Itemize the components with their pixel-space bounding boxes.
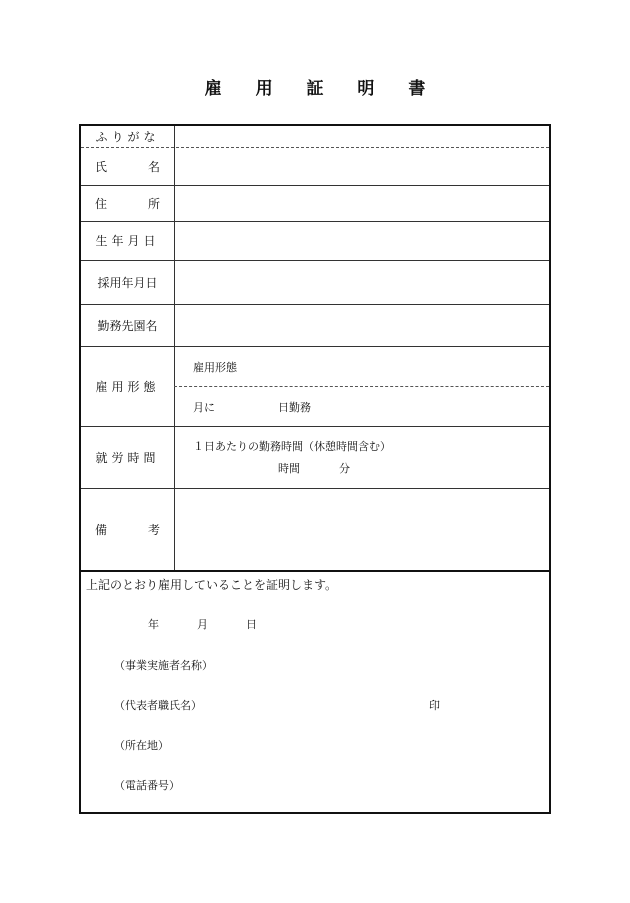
- minutes-unit: 分: [339, 462, 350, 475]
- day-label: 日: [246, 618, 257, 631]
- phone-label: （電話番号）: [114, 779, 180, 792]
- employment-type-label: 雇用形態: [95, 379, 160, 394]
- monthly-prefix: 月に: [193, 401, 215, 414]
- furigana-label: ふりがな: [95, 130, 160, 144]
- remarks-label: [81, 488, 174, 570]
- label-column-divider: [174, 126, 175, 572]
- representative-label: （代表者職氏名）: [114, 699, 202, 712]
- hours-note: １日あたりの勤務時間（休憩時間含む）: [193, 440, 391, 453]
- birthdate-label: 生年月日: [95, 234, 160, 248]
- document-title: 雇 用 証 明 書: [204, 79, 440, 99]
- address-label-char: 住: [95, 196, 108, 211]
- monthly-suffix: 日勤務: [278, 401, 311, 414]
- name-label-char: 氏: [95, 159, 108, 174]
- certificate-form: [79, 124, 551, 814]
- working-hours-label: 就労時間: [95, 450, 160, 465]
- location-label: （所在地）: [114, 739, 169, 752]
- address-label: [81, 185, 174, 221]
- workplace-label: 勤務先園名: [97, 318, 158, 333]
- employer-name-label: （事業実施者名称）: [114, 659, 213, 672]
- year-label: 年: [148, 618, 159, 631]
- name-label-char: 名: [147, 159, 160, 174]
- hours-unit: 時間: [278, 462, 300, 475]
- name-label: [81, 147, 174, 185]
- employment-type-divider: [174, 386, 549, 387]
- remarks-label-char: 考: [147, 522, 160, 537]
- section-divider: [81, 570, 549, 572]
- certification-statement: 上記のとおり雇用していることを証明します。: [86, 578, 338, 592]
- month-label: 月: [197, 618, 208, 631]
- hire-date-label: 採用年月日: [97, 275, 158, 290]
- address-label-char: 所: [147, 196, 160, 211]
- remarks-label-char: 備: [95, 522, 108, 537]
- employment-type-field: 雇用形態: [193, 361, 237, 374]
- seal-mark: 印: [429, 699, 440, 712]
